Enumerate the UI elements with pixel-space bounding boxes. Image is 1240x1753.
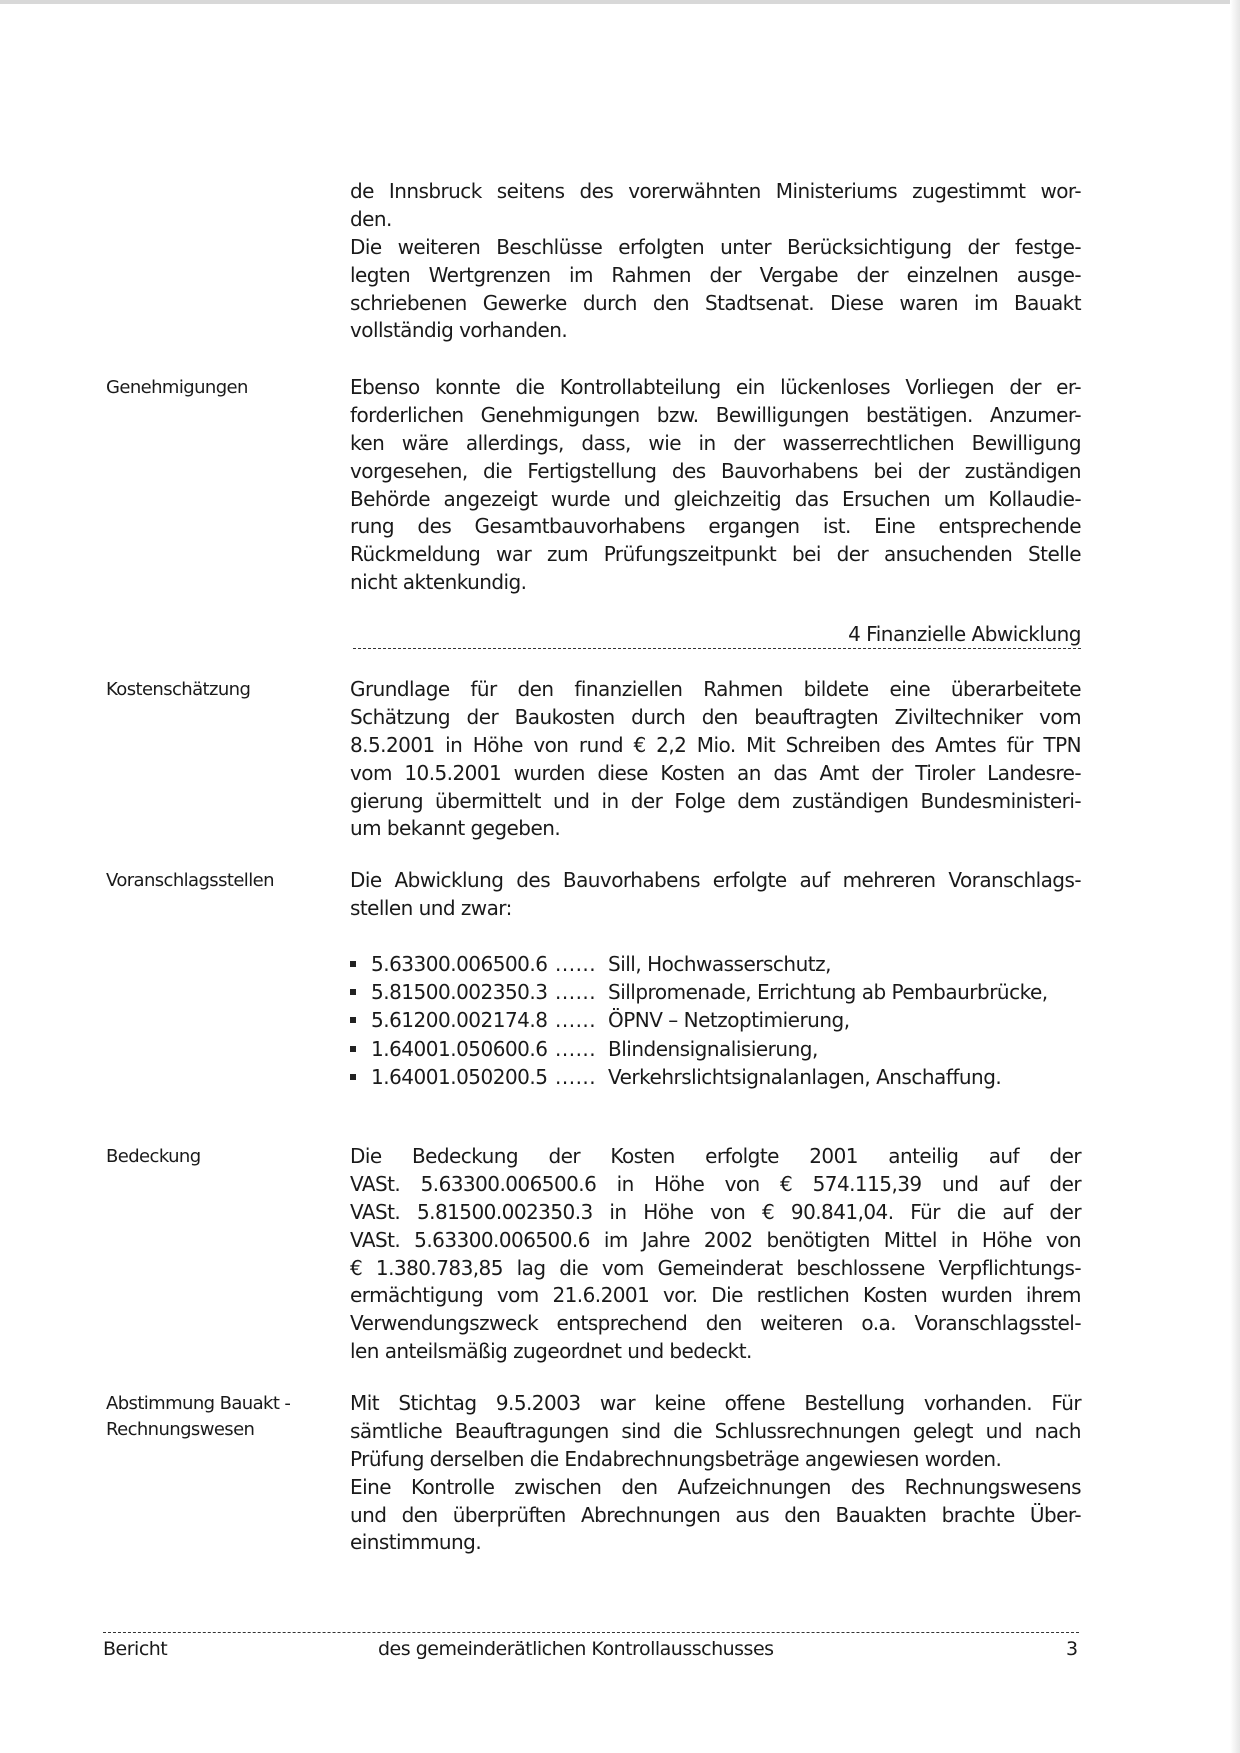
text-line: Behörde angezeigt wurde und gleichzeitig das Ersuchen um Kollaudie- xyxy=(350,486,1081,511)
budget-code: 1.64001.050600.6 xyxy=(371,1036,548,1061)
paragraph xyxy=(350,374,1081,597)
footer-left: Bericht xyxy=(103,1638,168,1660)
margin-label: Abstimmung Bauakt - Rechnungswesen xyxy=(106,1393,291,1440)
budget-code: 1.64001.050200.5 xyxy=(371,1064,548,1089)
margin-label: Voranschlagsstellen xyxy=(106,870,274,891)
paragraph xyxy=(350,1390,1081,1557)
text-line: den. xyxy=(350,206,392,231)
budget-description: ÖPNV – Netzoptimierung, xyxy=(608,1008,850,1033)
text-line: Ebenso konnte die Kontrollabteilung ein lückenloses Vorliegen der er- xyxy=(350,375,1081,399)
leader-dots: ...... xyxy=(555,1064,597,1089)
text-line: rung des Gesamtbauvorhabens ergangen ist. Eine entsprechende xyxy=(350,514,1081,539)
bullet-icon xyxy=(350,961,356,967)
text-line: gierung übermittelt und in der Folge dem zuständigen Bundesministeri- xyxy=(350,788,1081,813)
text-line: len anteilsmäßig zugeordnet und bedeckt. xyxy=(350,1339,752,1364)
heading-divider xyxy=(353,648,1081,649)
margin-label: Genehmigungen xyxy=(106,377,248,398)
text-line: stellen und zwar: xyxy=(350,895,512,920)
scan-edge xyxy=(0,0,1240,4)
text-line: Die Abwicklung des Bauvorhabens erfolgte auf mehreren Voranschlags- xyxy=(350,868,1081,892)
scan-edge xyxy=(1230,0,1240,1753)
leader-dots: ...... xyxy=(555,952,597,976)
text-line: Die Bedeckung der Kosten erfolgte 2001 anteilig auf der xyxy=(350,1144,1081,1168)
text-line: Eine Kontrolle zwischen den Aufzeichnungen des Rechnungswesens xyxy=(350,1474,1081,1499)
budget-description: Sillpromenade, Errichtung ab Pembaurbrücke, xyxy=(608,980,1048,1005)
budget-description: Blindensignalisierung, xyxy=(608,1036,818,1061)
text-line: Rückmeldung war zum Prüfungszeitpunkt bei der ansuchenden Stelle xyxy=(350,542,1081,567)
text-line: VASt. 5.63300.006500.6 in Höhe von € 574.115,39 und auf der xyxy=(350,1171,1081,1196)
bullet-icon xyxy=(350,989,356,995)
page-number: 3 xyxy=(1066,1638,1078,1660)
text-line: Mit Stichtag 9.5.2003 war keine offene Bestellung vorhanden. Für xyxy=(350,1391,1081,1415)
text-line: vorgesehen, die Fertigstellung des Bauvorhabens bei der zuständigen xyxy=(350,458,1081,483)
text-line: legten Wertgrenzen im Rahmen der Vergabe der einzelnen ausge- xyxy=(350,262,1081,287)
text-line: 8.5.2001 in Höhe von rund € 2,2 Mio. Mit Schreiben des Amtes für TPN xyxy=(350,732,1081,757)
footer-center: des gemeinderätlichen Kontrollausschusses xyxy=(378,1638,774,1660)
text-line: schriebenen Gewerke durch den Stadtsenat. Diese waren im Bauakt xyxy=(350,290,1081,315)
margin-label: Bedeckung xyxy=(106,1146,201,1167)
budget-code: 5.81500.002350.3 xyxy=(371,980,548,1005)
text-line: VASt. 5.81500.002350.3 in Höhe von € 90.841,04. Für die auf der xyxy=(350,1199,1081,1224)
bullet-icon xyxy=(350,1017,356,1023)
budget-code: 5.61200.002174.8 xyxy=(371,1008,548,1033)
text-line: vollständig vorhanden. xyxy=(350,318,568,343)
text-line: ermächtigung vom 21.6.2001 vor. Die restlichen Kosten wurden ihrem xyxy=(350,1283,1081,1308)
leader-dots: ...... xyxy=(555,980,597,1005)
text-line: ken wäre allerdings, dass, wie in der wasserrechtlichen Bewilligung xyxy=(350,430,1081,455)
text-line: um bekannt gegeben. xyxy=(350,816,561,841)
text-line: und den überprüften Abrechnungen aus den Bauakten brachte Über- xyxy=(350,1502,1081,1527)
leader-dots: ...... xyxy=(555,1008,597,1033)
budget-code: 5.63300.006500.6 xyxy=(371,952,548,976)
text-line: € 1.380.783,85 lag die vom Gemeinderat beschlossene Verpflichtungs- xyxy=(350,1255,1081,1280)
text-line: sämtliche Beauftragungen sind die Schlussrechnungen gelegt und nach xyxy=(350,1418,1081,1443)
bullet-icon xyxy=(350,1046,356,1052)
paragraph xyxy=(350,867,1081,923)
paragraph xyxy=(350,178,1081,345)
text-line: Schätzung der Baukosten durch den beauftragten Ziviltechniker vom xyxy=(350,704,1081,729)
text-line: Verwendungszweck entsprechend den weiteren o.a. Voranschlagsstel- xyxy=(350,1311,1081,1336)
text-line: Prüfung derselben die Endabrechnungsbeträge angewiesen worden. xyxy=(350,1446,1002,1471)
text-line: Die weiteren Beschlüsse erfolgten unter Berücksichtigung der festge- xyxy=(350,234,1081,259)
text-line: forderlichen Genehmigungen bzw. Bewilligungen bestätigen. Anzumer- xyxy=(350,402,1081,427)
budget-description: Sill, Hochwasserschutz, xyxy=(608,952,831,976)
footer-divider xyxy=(103,1632,1079,1633)
budget-description: Verkehrslichtsignalanlagen, Anschaffung. xyxy=(608,1064,1002,1089)
paragraph xyxy=(350,1143,1081,1366)
text-line: nicht aktenkundig. xyxy=(350,570,527,595)
section-heading: 4 Finanzielle Abwicklung xyxy=(848,622,1081,646)
paragraph xyxy=(350,676,1081,843)
bullet-icon xyxy=(350,1074,356,1080)
text-line: einstimmung. xyxy=(350,1530,482,1555)
text-line: VASt. 5.63300.006500.6 im Jahre 2002 benötigten Mittel in Höhe von xyxy=(350,1227,1081,1252)
text-line: de Innsbruck seitens des vorerwähnten Ministeriums zugestimmt wor- xyxy=(350,179,1081,203)
leader-dots: ...... xyxy=(555,1036,597,1061)
margin-label: Kostenschätzung xyxy=(106,679,251,700)
text-line: vom 10.5.2001 wurden diese Kosten an das Amt der Tiroler Landesre- xyxy=(350,760,1081,785)
text-line: Grundlage für den finanziellen Rahmen bildete eine überarbeitete xyxy=(350,677,1081,701)
